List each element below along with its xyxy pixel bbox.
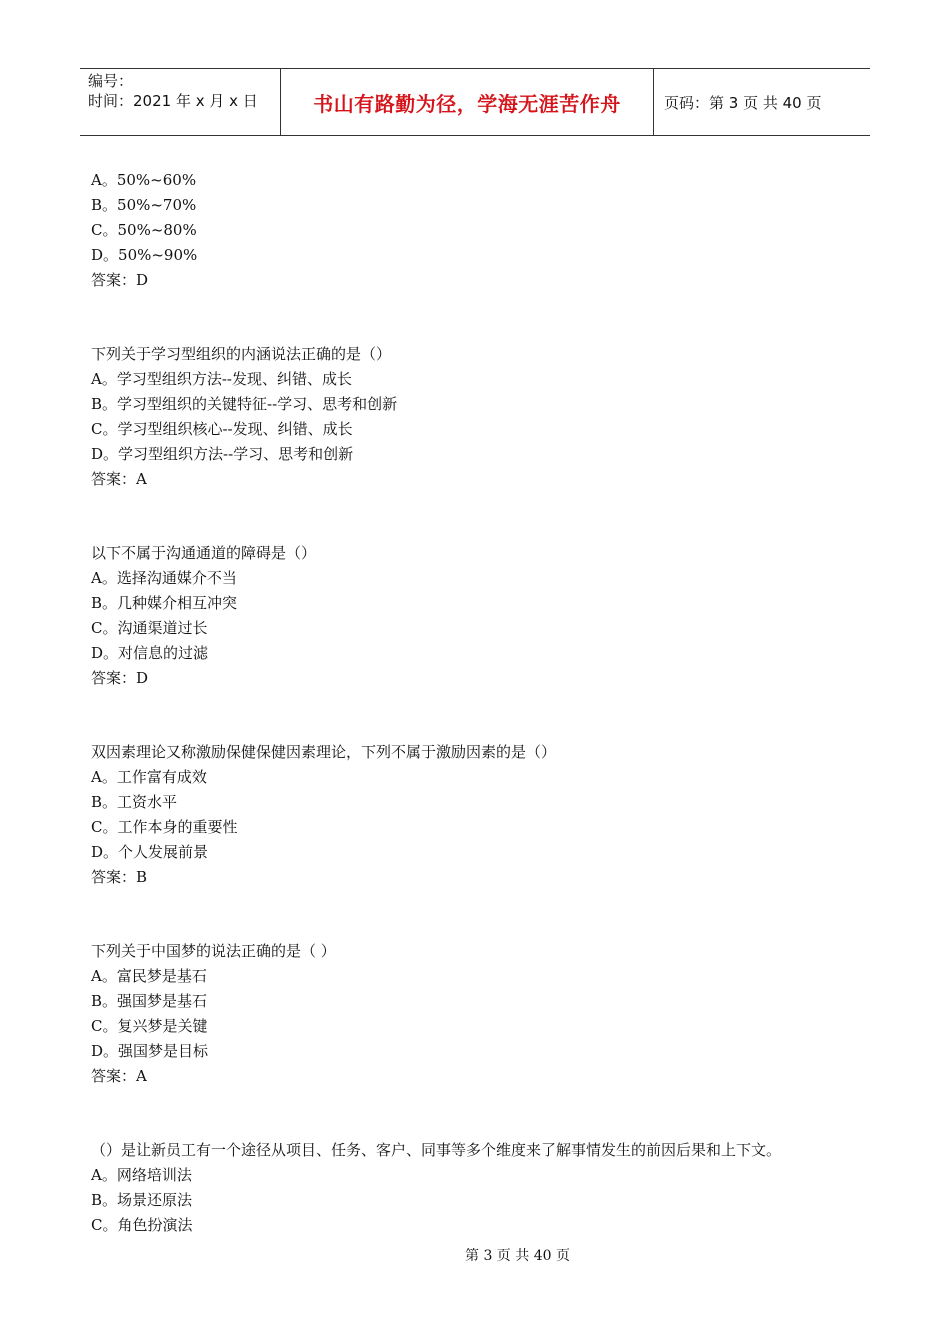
- option-b: B。几种媒介相互冲突: [91, 594, 238, 612]
- option-a: A。富民梦是基石: [91, 967, 207, 985]
- option-d: D。对信息的过滤: [91, 644, 209, 662]
- header-page-cell: [654, 69, 870, 135]
- header-motto: 书山有路勤为径，学海无涯苦作舟: [313, 91, 621, 116]
- option-a: A。学习型组织方法--发现、纠错、成长: [91, 370, 352, 388]
- option-a: A。选择沟通媒介不当: [91, 569, 237, 587]
- option-d: D。学习型组织方法--学习、思考和创新: [91, 445, 354, 463]
- answer: 答案：B: [91, 868, 148, 886]
- option-d: D。50%~90%: [91, 246, 198, 264]
- option-c: C。50%~80%: [91, 221, 197, 239]
- document-number-label: 编号：: [88, 72, 134, 90]
- option-d: D。强国梦是目标: [91, 1042, 209, 1060]
- option-c: C。复兴梦是关键: [91, 1017, 208, 1035]
- header-page-info: 页码：第 3 页 共 40 页: [664, 93, 822, 112]
- question-stem: 下列关于学习型组织的内涵说法正确的是（）: [91, 345, 392, 363]
- question-block: [91, 168, 881, 293]
- option-a: A。工作富有成效: [91, 768, 207, 786]
- question-list: [91, 168, 881, 1238]
- question-block: [91, 342, 881, 492]
- header-motto-cell: [281, 69, 654, 135]
- option-b: B。工资水平: [91, 793, 178, 811]
- document-date: 时间：2021 年 x 月 x 日: [88, 92, 258, 110]
- option-a: A。50%~60%: [91, 171, 197, 189]
- option-a: A。网络培训法: [91, 1166, 192, 1184]
- question-stem: 下列关于中国梦的说法正确的是（ ）: [91, 942, 336, 960]
- page-header: [80, 68, 870, 136]
- question-block: [91, 541, 881, 691]
- answer: 答案：D: [91, 271, 149, 289]
- header-meta: [80, 69, 281, 135]
- question-block: [91, 740, 881, 890]
- option-b: B。50%~70%: [91, 196, 197, 214]
- question-stem: （）是让新员工有一个途径从项目、任务、客户、同事等多个维度来了解事情发生的前因后果和上下文。: [91, 1141, 782, 1159]
- option-b: B。学习型组织的关键特征--学习、思考和创新: [91, 395, 398, 413]
- option-c: C。工作本身的重要性: [91, 818, 238, 836]
- page-footer: 第 3 页 共 40 页: [465, 1248, 570, 1264]
- option-c: C。角色扮演法: [91, 1216, 193, 1234]
- question-stem: 双因素理论又称激励保健保健因素理论，下列不属于激励因素的是（）: [91, 743, 557, 761]
- question-stem: 以下不属于沟通通道的障碍是（）: [91, 544, 317, 562]
- option-b: B。强国梦是基石: [91, 992, 208, 1010]
- option-c: C。学习型组织核心--发现、纠错、成长: [91, 420, 353, 438]
- option-d: D。个人发展前景: [91, 843, 209, 861]
- option-b: B。场景还原法: [91, 1191, 193, 1209]
- answer: 答案：D: [91, 669, 149, 687]
- answer: 答案：A: [91, 470, 147, 488]
- answer: 答案：A: [91, 1067, 147, 1085]
- question-block: [91, 939, 881, 1089]
- option-c: C。沟通渠道过长: [91, 619, 208, 637]
- question-block: [91, 1138, 881, 1238]
